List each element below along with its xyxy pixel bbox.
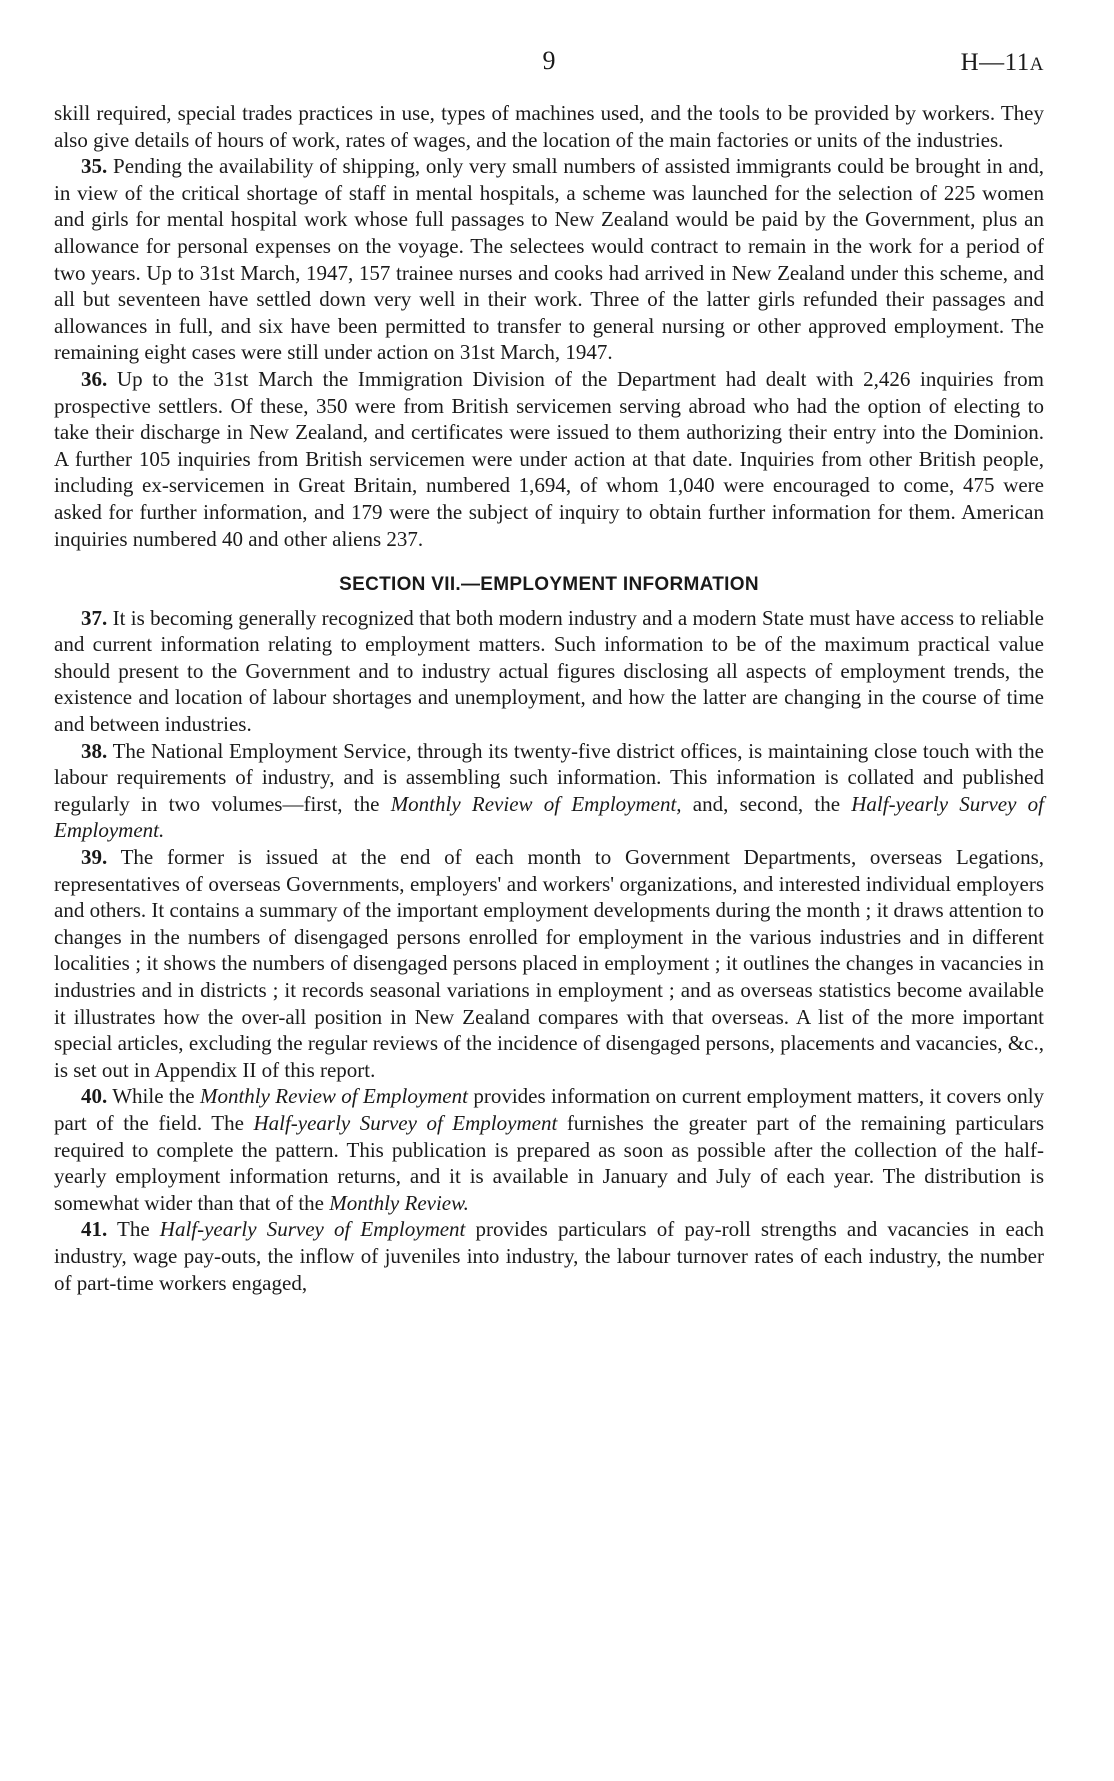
document-page bbox=[54, 44, 1044, 1296]
paragraph-continued: skill required, special trades practices in use, types of machines used, and the tools to be provided by workers. They also give details of hours of work, rates of wages, and the location of the main factories or units of the industries. bbox=[54, 101, 1044, 152]
publication-title: Half-yearly Survey of Employment bbox=[253, 1110, 558, 1135]
publication-title: Half-yearly Survey of Employment. bbox=[54, 791, 1044, 843]
document-reference bbox=[961, 50, 1044, 79]
publication-title: Half-yearly Survey of Employment bbox=[159, 1217, 466, 1242]
paragraph-39 bbox=[54, 844, 1044, 1083]
paragraph-number: 37. bbox=[81, 605, 108, 630]
section-heading: SECTION VII.—EMPLOYMENT INFORMATION bbox=[339, 574, 759, 596]
paragraph-text: provides information on current employment matters, it covers only part of the field. The bbox=[54, 1084, 1045, 1135]
paragraph-35 bbox=[54, 153, 1044, 366]
paragraph-number: 39. bbox=[81, 845, 108, 870]
paragraph-text: The National Employment Service, through its twenty-five district offices, is maintaining close touch with the labour requirements of industry, and is assembling such information. This information is collated and published regularly in two volumes—first, the bbox=[54, 738, 1044, 816]
page-number: 9 bbox=[542, 46, 556, 75]
document-reference-main: H—11 bbox=[960, 49, 1030, 76]
paragraph-number: 41. bbox=[81, 1217, 108, 1242]
paragraph-40 bbox=[54, 1083, 1044, 1216]
paragraph-38 bbox=[54, 738, 1044, 844]
publication-title: Monthly Review of Employment bbox=[199, 1084, 468, 1109]
paragraph-number: 35. bbox=[81, 154, 108, 179]
paragraph-text: The former is issued at the end of each month to Government Departments, overseas Legations, representatives of overseas Governments, employers' and workers' organizations, and interested individual employers and others. It contains a summary of the important employment developments during the month ; it draws attention to changes in the numbers of disengaged persons enrolled for employment in the various industries and in different localities ; it shows the numbers of disengaged persons placed in employment ; it outlines the changes in vacancies in industries and in districts ; it records seasonal variations in employment ; and as overseas statistics become available it illustrates how the over-all position in New Zealand compares with that overseas. A list of the more important special articles, excluding the regular reviews of the incidence of disengaged persons, placements and vacancies, &c., is set out in Appendix II of this report. bbox=[54, 845, 1045, 1082]
document-reference-suffix: A bbox=[1029, 54, 1044, 75]
paragraph-37 bbox=[54, 605, 1044, 738]
publication-title: Monthly Review. bbox=[329, 1190, 469, 1215]
paragraph-text: It is becoming generally recognized that both modern industry and a modern State must have access to reliable and current information relating to employment matters. Such information to be of the maximum practical value should present to the Government and to industry actual figures disclosing all aspects of employment trends, the existence and location of labour shortages and unemployment, and how the latter are changing in the course of time and between industries. bbox=[54, 605, 1044, 737]
publication-title: Monthly Review of Employment, bbox=[390, 791, 682, 816]
page-header bbox=[54, 44, 1044, 100]
paragraph-text: The bbox=[117, 1217, 150, 1242]
paragraph-number: 40. bbox=[81, 1084, 108, 1109]
paragraph-number: 38. bbox=[81, 738, 108, 763]
paragraph-text: While the bbox=[112, 1084, 195, 1109]
paragraph-text: furnishes the greater part of the remaining particulars required to complete the pattern. This publication is prepared as soon as possible after the collection of the half-yearly employment information returns, and it is available in January and July of each year. The distribution is somewhat wider than that of the bbox=[54, 1110, 1044, 1215]
paragraph-number: 36. bbox=[81, 366, 108, 391]
paragraph-36 bbox=[54, 366, 1044, 552]
paragraph-text: Up to the 31st March the Immigration Division of the Department had dealt with 2,426 inquiries from prospective settlers. Of these, 350 were from British servicemen serving abroad who had the option of electing to take their discharge in New Zealand, and certificates were issued to them authorizing their entry into the Dominion. A further 105 inquiries from British servicemen were under action at that date. Inquiries from other British people, including ex-servicemen in Great Britain, numbered 1,694, of whom 1,040 were encouraged to come, 475 were asked for further information, and 179 were the subject of inquiry to obtain further information for them. American inquiries numbered 40 and other aliens 237. bbox=[54, 366, 1045, 551]
paragraph-41 bbox=[54, 1216, 1044, 1296]
paragraph-text: Pending the availability of shipping, only very small numbers of assisted immigrants could be brought in and, in view of the critical shortage of staff in mental hospitals, a scheme was launched for the selection of 225 women and girls for mental hospital work whose full passages to New Zealand would be paid by the Government, plus an allowance for personal expenses on the voyage. The selectees would contract to remain in the work for a period of two years. Up to 31st March, 1947, 157 trainee nurses and cooks had arrived in New Zealand under this scheme, and all but seventeen have settled down very well in their work. Three of the latter girls refunded their passages and allowances in full, and six have been permitted to transfer to general nursing or other approved employment. The remaining eight cases were still under action on 31st March, 1947. bbox=[54, 154, 1045, 365]
paragraph-text: and, second, the bbox=[692, 791, 841, 816]
paragraph-text: provides particulars of pay-roll strengths and vacancies in each industry, wage pay-outs, the inflow of juveniles into industry, the labour turnover rates of each industry, the number of part-time workers engaged, bbox=[54, 1217, 1044, 1295]
